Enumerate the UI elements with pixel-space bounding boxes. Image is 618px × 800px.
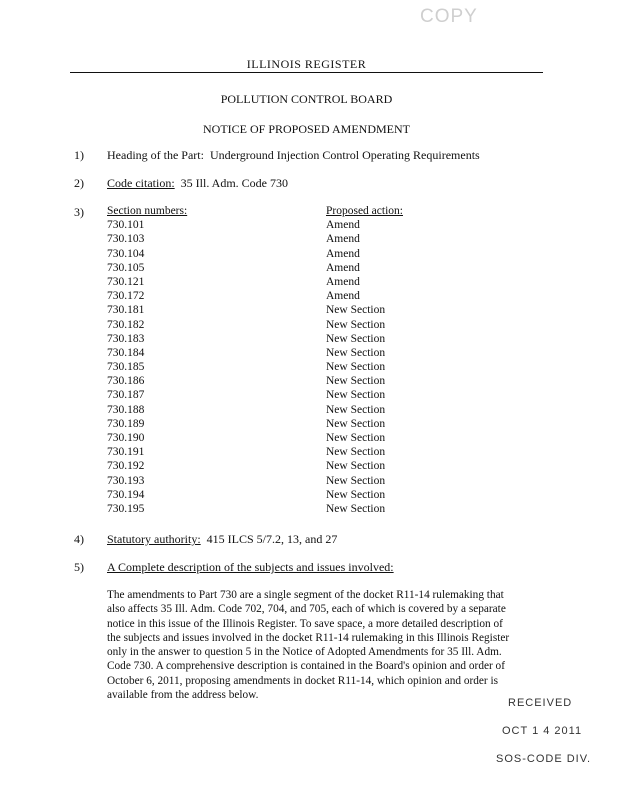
section-numbers-header: Section numbers: <box>107 205 188 217</box>
section-number: 730.183 <box>107 332 145 345</box>
proposed-action: New Section <box>326 474 386 487</box>
section-number: 730.121 <box>107 275 145 288</box>
description-line: the subjects and issues involved in the docket R11-14 rulemaking in this Illinois Register <box>107 631 510 644</box>
description-line: Code 730. A comprehensive description is contained in the Board's opinion and order of <box>107 660 505 673</box>
proposed-action: Amend <box>326 275 360 288</box>
item-1-label: Heading of the Part: <box>107 148 204 162</box>
description-paragraph <box>107 588 547 702</box>
section-number: 730.191 <box>107 446 145 459</box>
item-2-text <box>107 176 288 191</box>
description-line: October 6, 2011, proposing amendments in docket R11-14, which opinion and order is <box>107 674 499 687</box>
item-1-value: Underground Injection Control Operating Requirements <box>209 148 480 162</box>
proposed-action: New Section <box>326 446 386 459</box>
item-4-label: Statutory authority: <box>107 532 201 546</box>
item-4-value: 415 ILCS 5/7.2, 13, and 27 <box>206 532 338 546</box>
item-2-number: 2) <box>74 176 84 190</box>
section-number: 730.103 <box>107 233 145 246</box>
proposed-action: Amend <box>326 247 360 260</box>
proposed-action: New Section <box>326 432 386 444</box>
item-3-number: 3) <box>74 205 84 219</box>
proposed-action-column <box>326 204 403 516</box>
proposed-action: Amend <box>326 219 360 232</box>
proposed-action: New Section <box>326 417 386 430</box>
proposed-action: New Section <box>326 346 386 359</box>
proposed-action: New Section <box>326 318 386 331</box>
section-number: 730.194 <box>107 488 145 501</box>
proposed-action: Amend <box>326 290 360 303</box>
notice-title: NOTICE OF PROPOSED AMENDMENT <box>202 122 411 136</box>
section-number: 730.105 <box>107 261 145 274</box>
proposed-action: New Section <box>326 502 386 515</box>
description-line: only in the answer to question 5 in the Notice of Adopted Amendments for 35 Ill. Adm. <box>107 646 502 659</box>
description-line: notice in this issue of the Illinois Register. To save space, a more detailed description of <box>107 617 503 630</box>
header-rule <box>70 72 543 73</box>
section-number: 730.190 <box>107 432 145 444</box>
section-number: 730.192 <box>107 460 145 473</box>
section-number: 730.186 <box>107 375 145 388</box>
section-number: 730.188 <box>107 403 145 416</box>
proposed-action: New Section <box>326 488 386 501</box>
description-line: The amendments to Part 730 are a single segment of the docket R11-14 rulemaking that <box>107 589 504 601</box>
agency-name: POLLUTION CONTROL BOARD <box>220 92 393 106</box>
proposed-action: New Section <box>326 375 386 388</box>
section-number: 730.185 <box>107 361 145 374</box>
proposed-action-header: Proposed action: <box>326 205 403 217</box>
section-number: 730.182 <box>107 318 145 331</box>
section-number: 730.104 <box>107 247 145 260</box>
item-4-text <box>107 532 337 547</box>
section-number: 730.172 <box>107 290 145 303</box>
proposed-action: New Section <box>326 403 386 416</box>
proposed-action: New Section <box>326 389 386 402</box>
division-stamp: SOS-CODE DIV. <box>496 753 592 765</box>
section-number: 730.187 <box>107 389 145 402</box>
proposed-action: Amend <box>326 233 360 246</box>
section-numbers-column <box>107 204 187 516</box>
item-1-number: 1) <box>74 148 84 162</box>
item-5-label: A Complete description of the subjects and issues involved: <box>107 560 394 574</box>
section-number: 730.195 <box>107 502 145 515</box>
proposed-action: New Section <box>326 460 386 473</box>
description-line: available from the address below. <box>107 689 259 702</box>
item-4-number: 4) <box>74 532 84 546</box>
description-line: also affects 35 Ill. Adm. Code 702, 704, and 705, each of which is covered by a separate <box>107 603 506 616</box>
proposed-action: New Section <box>326 332 386 345</box>
proposed-action: Amend <box>326 261 360 274</box>
item-1-text <box>107 148 480 163</box>
section-number: 730.184 <box>107 346 145 359</box>
item-2-label: Code citation: <box>107 176 175 190</box>
received-date-stamp: OCT 1 4 2011 <box>502 725 583 737</box>
received-stamp: RECEIVED <box>508 697 573 709</box>
item-5-number: 5) <box>74 560 84 574</box>
proposed-action: New Section <box>326 361 386 374</box>
section-number: 730.189 <box>107 417 145 430</box>
proposed-action: New Section <box>326 304 386 317</box>
copy-stamp: COPY <box>420 6 478 27</box>
register-header: ILLINOIS REGISTER <box>246 57 367 71</box>
item-2-value: 35 Ill. Adm. Code 730 <box>180 176 288 190</box>
section-number: 730.181 <box>107 304 145 317</box>
section-number: 730.101 <box>107 219 145 232</box>
section-number: 730.193 <box>107 474 145 487</box>
